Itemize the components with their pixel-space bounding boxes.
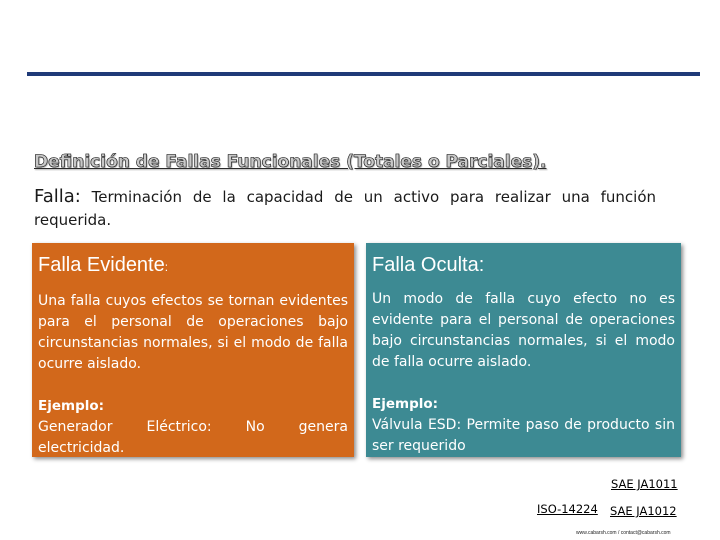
reference-sae-ja1011[interactable]: SAE JA1011	[611, 477, 678, 491]
reference-iso-14224[interactable]: ISO-14224	[537, 502, 598, 516]
header-rule	[27, 72, 700, 76]
evident-example-label: Ejemplo:	[38, 398, 105, 414]
evident-example-word: No	[245, 419, 265, 435]
evident-example-word: genera	[298, 419, 348, 435]
evident-example-word: Eléctrico:	[146, 419, 212, 435]
definition-text: Terminación de la capacidad de un activo para realizar una función requerida.	[34, 188, 656, 229]
definition-term: Falla:	[34, 186, 81, 207]
hidden-example-label: Ejemplo:	[372, 396, 439, 412]
evident-failure-panel	[32, 243, 354, 457]
evident-failure-description: Una falla cuyos efectos se tornan evidentes para el personal de operaciones bajo circunstancias normales, si el modo de falla ocurre aislado.	[38, 293, 348, 372]
evident-example-last: electricidad.	[38, 440, 125, 456]
evident-example-word: Generador	[38, 419, 113, 435]
failure-definition	[34, 185, 656, 232]
reference-sae-ja1012[interactable]: SAE JA1012	[610, 504, 677, 518]
evident-example-line	[38, 417, 348, 438]
evident-heading-text: Falla Evidente	[38, 254, 165, 276]
evident-failure-example	[38, 396, 348, 459]
slide-title: Definición de Fallas Funcionales (Totales o Parciales).	[34, 152, 547, 172]
hidden-failure-heading: Falla Oculta:	[372, 254, 485, 276]
hidden-failure-example	[372, 394, 675, 457]
evident-heading-colon: :	[164, 260, 169, 274]
footer-contact: www.cabarsh.com / contact@cabarsh.com	[576, 530, 671, 536]
evident-failure-heading	[38, 253, 348, 279]
hidden-failure-panel	[366, 243, 681, 457]
hidden-example-text: Válvula ESD: Permite paso de producto sin ser requerido	[372, 417, 675, 454]
hidden-failure-description: Un modo de falla cuyo efecto no es evidente para el personal de operaciones bajo circunstancias normales, si el modo de falla ocurre aislado.	[372, 291, 675, 370]
